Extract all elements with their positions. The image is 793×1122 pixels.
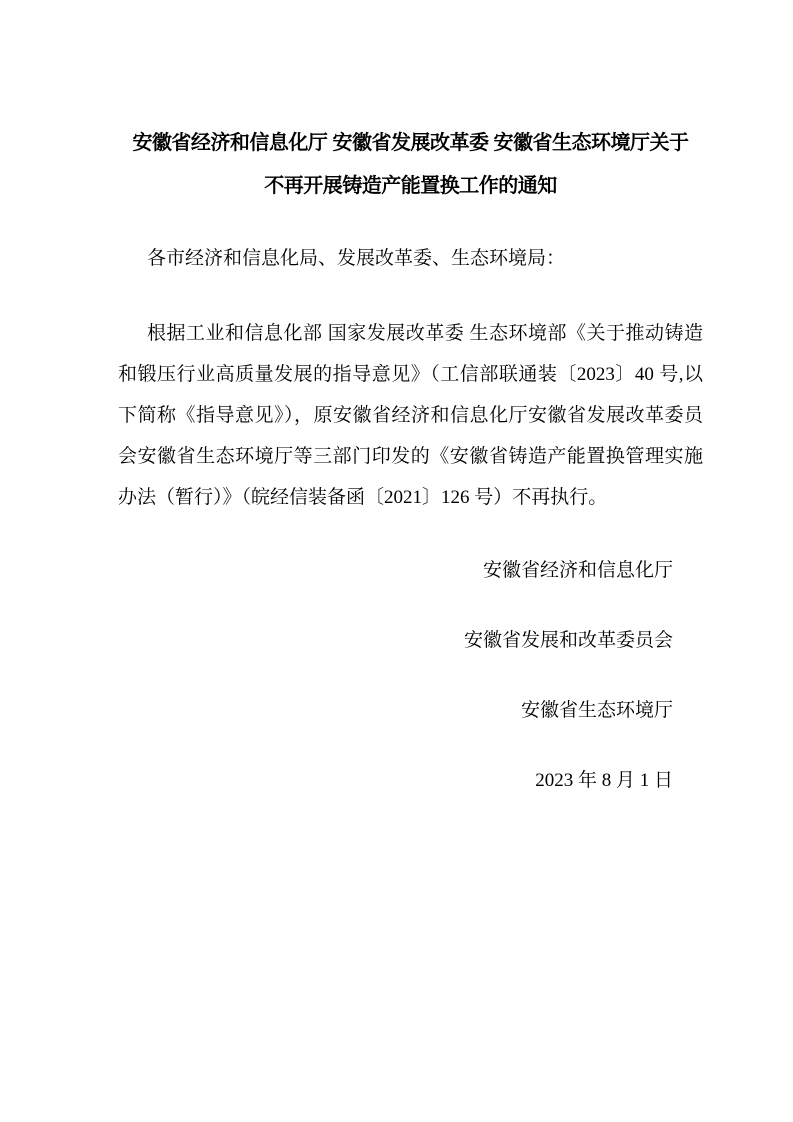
signature-block xyxy=(118,550,703,801)
signature-org-1: 安徽省经济和信息化厅 xyxy=(482,560,673,581)
signature-org-2: 安徽省发展和改革委员会 xyxy=(463,630,673,651)
title-line-1: 安徽省经济和信息化厅 安徽省发展改革委 安徽省生态环境厅关于 xyxy=(132,132,689,154)
title-line-2: 不再开展铸造产能置换工作的通知 xyxy=(264,175,557,197)
body-paragraph: 根据工业和信息化部 国家发展改革委 生态环境部《关于推动铸造和锻压行业高质量发展的指导意见》（工信部联通装〔2023〕40 号,以下简称《指导意见》），原安徽省经济和信息化厅安徽省发展改革委员会安徽省生态环境厅等三部门印发的《安徽省铸造产能置换管理实施办法（暂行）》（皖经信装备函〔2021〕126 号）不再执行。 xyxy=(118,323,703,508)
date-line: 2023 年 8 月 1 日 xyxy=(535,770,673,791)
document-title xyxy=(118,122,703,208)
signature-org-3: 安徽省生态环境厅 xyxy=(520,700,673,721)
salutation-line: 各市经济和信息化局、发展改革委、生态环境局： xyxy=(147,248,566,269)
